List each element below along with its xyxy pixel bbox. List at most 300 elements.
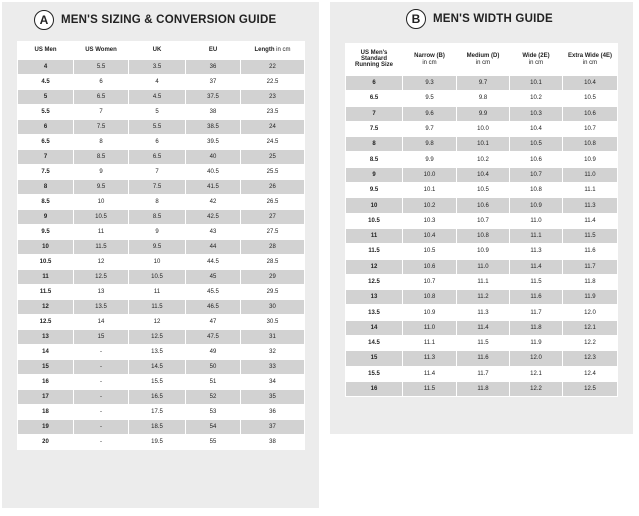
table-cell: 12.5 xyxy=(74,270,129,285)
table-cell: 10.5 xyxy=(18,255,74,270)
table-cell: 18 xyxy=(18,405,74,420)
table-cell: - xyxy=(74,435,129,450)
header-medium xyxy=(457,43,510,76)
table-cell: 31 xyxy=(241,330,305,345)
table-cell: 7 xyxy=(346,106,403,121)
table-row xyxy=(18,390,305,405)
table-cell: 11.5 xyxy=(346,244,403,259)
table-row xyxy=(346,183,618,198)
table-row xyxy=(18,60,305,75)
table-cell: 11.5 xyxy=(457,336,510,351)
table-cell: 12.1 xyxy=(510,366,563,381)
table-cell: 10.2 xyxy=(403,198,457,213)
table-cell: 4 xyxy=(18,60,74,75)
table-cell: 55 xyxy=(186,435,241,450)
header-medium-label: Medium (D) xyxy=(466,52,500,59)
table-cell: 9.5 xyxy=(403,91,457,106)
table-cell: 52 xyxy=(186,390,241,405)
table-cell: 10.2 xyxy=(457,152,510,167)
table-cell: 10.5 xyxy=(74,210,129,225)
table-cell: 10.2 xyxy=(510,91,563,106)
table-cell: 11.8 xyxy=(510,320,563,335)
table-row xyxy=(18,195,305,210)
table-cell: 11.7 xyxy=(457,366,510,381)
table-cell: 11.5 xyxy=(563,228,618,243)
table-cell: 27 xyxy=(241,210,305,225)
table-cell: 11.0 xyxy=(457,259,510,274)
table-cell: 10.1 xyxy=(403,183,457,198)
table-row xyxy=(18,285,305,300)
table-row xyxy=(18,165,305,180)
table-cell: 41.5 xyxy=(186,180,241,195)
table-cell: 30 xyxy=(241,300,305,315)
table-cell: 9 xyxy=(74,165,129,180)
table-cell: 39.5 xyxy=(186,135,241,150)
table-row xyxy=(18,90,305,105)
table-cell: 10.9 xyxy=(563,152,618,167)
table-cell: 11 xyxy=(74,225,129,240)
table-cell: 25 xyxy=(241,150,305,165)
table-cell: 11.1 xyxy=(563,183,618,198)
table-cell: - xyxy=(74,345,129,360)
table-cell: 16 xyxy=(346,381,403,396)
table-cell: - xyxy=(74,390,129,405)
table-cell: 49 xyxy=(186,345,241,360)
table-cell: 9.7 xyxy=(457,76,510,91)
header-running-size-line: Running Size xyxy=(355,62,393,68)
table-cell: 26 xyxy=(241,180,305,195)
header-us-men: US Men xyxy=(18,41,74,60)
table-cell: 5.5 xyxy=(74,60,129,75)
table-cell: 14.5 xyxy=(346,336,403,351)
table-cell: 9 xyxy=(129,225,186,240)
table-cell: 6 xyxy=(346,76,403,91)
table-cell: 9.9 xyxy=(457,106,510,121)
table-cell: 47 xyxy=(186,315,241,330)
table-header-row xyxy=(346,43,618,76)
table-cell: 10 xyxy=(346,198,403,213)
table-cell: - xyxy=(74,420,129,435)
table-cell: 10.7 xyxy=(563,121,618,136)
header-uk: UK xyxy=(129,41,186,60)
table-cell: 27.5 xyxy=(241,225,305,240)
table-cell: 7.5 xyxy=(74,120,129,135)
table-cell: 42.5 xyxy=(186,210,241,225)
table-row xyxy=(346,152,618,167)
table-cell: 10.4 xyxy=(457,167,510,182)
header-running-size-line: Standard xyxy=(360,56,387,62)
table-row xyxy=(18,135,305,150)
table-cell: 11.4 xyxy=(457,320,510,335)
table-cell: 10 xyxy=(129,255,186,270)
table-cell: 11.6 xyxy=(457,351,510,366)
table-cell: 9.8 xyxy=(403,137,457,152)
table-row xyxy=(18,330,305,345)
table-cell: 10.1 xyxy=(457,137,510,152)
table-cell: 30.5 xyxy=(241,315,305,330)
table-cell: 15 xyxy=(346,351,403,366)
table-cell: 11.5 xyxy=(403,381,457,396)
table-cell: 38.5 xyxy=(186,120,241,135)
badge-a: A xyxy=(34,10,54,30)
table-row xyxy=(346,305,618,320)
table-header-row xyxy=(18,41,305,60)
table-cell: 11.2 xyxy=(457,290,510,305)
table-cell: 5.5 xyxy=(129,120,186,135)
table-cell: 4 xyxy=(129,75,186,90)
table-cell: - xyxy=(74,405,129,420)
table-cell: 13 xyxy=(346,290,403,305)
table-cell: 11.0 xyxy=(563,167,618,182)
table-cell: 9.5 xyxy=(346,183,403,198)
table-cell: 11.4 xyxy=(403,366,457,381)
table-cell: 12.1 xyxy=(563,320,618,335)
table-cell: 53 xyxy=(186,405,241,420)
table-row xyxy=(18,240,305,255)
header-wide-unit: in cm xyxy=(528,59,544,66)
table-cell: 24.5 xyxy=(241,135,305,150)
table-cell: 29.5 xyxy=(241,285,305,300)
table-cell: 23 xyxy=(241,90,305,105)
table-cell: 12.0 xyxy=(510,351,563,366)
table-row xyxy=(18,375,305,390)
header-extra-wide-unit: in cm xyxy=(582,59,598,66)
table-cell: 36 xyxy=(186,60,241,75)
sizing-conversion-table xyxy=(17,41,305,450)
table-cell: 9 xyxy=(18,210,74,225)
table-cell: - xyxy=(74,375,129,390)
table-cell: 18.5 xyxy=(129,420,186,435)
table-cell: 17.5 xyxy=(129,405,186,420)
table-cell: 12 xyxy=(74,255,129,270)
table-cell: 11.8 xyxy=(457,381,510,396)
table-cell: 15.5 xyxy=(346,366,403,381)
table-cell: 10.9 xyxy=(403,305,457,320)
table-cell: 25.5 xyxy=(241,165,305,180)
table-cell: 12 xyxy=(129,315,186,330)
table-row xyxy=(18,225,305,240)
table-cell: 37.5 xyxy=(186,90,241,105)
table-cell: 11.9 xyxy=(510,336,563,351)
table-cell: 11.0 xyxy=(403,320,457,335)
table-row xyxy=(346,137,618,152)
width-guide-title xyxy=(406,9,553,29)
table-cell: 14 xyxy=(18,345,74,360)
table-cell: 11.9 xyxy=(563,290,618,305)
table-cell: 11 xyxy=(129,285,186,300)
header-length-label: Length xyxy=(254,47,275,53)
table-cell: 7 xyxy=(74,105,129,120)
table-cell: 19 xyxy=(18,420,74,435)
table-row xyxy=(346,91,618,106)
table-cell: 10.6 xyxy=(457,198,510,213)
table-cell: 16.5 xyxy=(129,390,186,405)
table-row xyxy=(346,336,618,351)
table-cell: 16 xyxy=(18,375,74,390)
header-eu: EU xyxy=(186,41,241,60)
table-row xyxy=(346,244,618,259)
header-running-size-line: US Men's xyxy=(360,50,388,56)
header-wide xyxy=(510,43,563,76)
table-cell: 4.5 xyxy=(129,90,186,105)
table-cell: 32 xyxy=(241,345,305,360)
table-cell: 13.5 xyxy=(129,345,186,360)
table-cell: 10.0 xyxy=(457,121,510,136)
table-cell: 11.3 xyxy=(563,198,618,213)
table-cell: 11.5 xyxy=(18,285,74,300)
table-cell: 7.5 xyxy=(346,121,403,136)
table-cell: 9.9 xyxy=(403,152,457,167)
table-cell: 11 xyxy=(346,228,403,243)
table-cell: 28.5 xyxy=(241,255,305,270)
table-cell: 44 xyxy=(186,240,241,255)
table-cell: 14 xyxy=(74,315,129,330)
table-cell: 6.5 xyxy=(346,91,403,106)
table-cell: 19.5 xyxy=(129,435,186,450)
table-cell: 11.6 xyxy=(510,290,563,305)
table-row xyxy=(346,228,618,243)
table-cell: 12.2 xyxy=(510,381,563,396)
table-cell: 10.5 xyxy=(403,244,457,259)
table-row xyxy=(18,210,305,225)
table-cell: 7.5 xyxy=(129,180,186,195)
header-length xyxy=(241,41,305,60)
table-cell: 9.7 xyxy=(403,121,457,136)
table-cell: 9.3 xyxy=(403,76,457,91)
table-cell: 51 xyxy=(186,375,241,390)
table-cell: 11.6 xyxy=(563,244,618,259)
table-cell: 37 xyxy=(241,420,305,435)
table-cell: 14.5 xyxy=(129,360,186,375)
table-cell: 7 xyxy=(18,150,74,165)
table-cell: 10.8 xyxy=(563,137,618,152)
table-cell: - xyxy=(74,360,129,375)
table-cell: 23.5 xyxy=(241,105,305,120)
table-cell: 10.8 xyxy=(510,183,563,198)
header-us-women: US Women xyxy=(74,41,129,60)
table-cell: 14 xyxy=(346,320,403,335)
table-cell: 10.5 xyxy=(457,183,510,198)
table-cell: 46.5 xyxy=(186,300,241,315)
table-cell: 24 xyxy=(241,120,305,135)
table-cell: 4.5 xyxy=(18,75,74,90)
table-cell: 29 xyxy=(241,270,305,285)
table-cell: 45.5 xyxy=(186,285,241,300)
table-cell: 8.5 xyxy=(346,152,403,167)
header-extra-wide xyxy=(563,43,618,76)
table-cell: 9.5 xyxy=(129,240,186,255)
table-row xyxy=(346,76,618,91)
table-cell: 11.4 xyxy=(563,213,618,228)
table-row xyxy=(346,351,618,366)
table-cell: 11.3 xyxy=(403,351,457,366)
table-row xyxy=(18,420,305,435)
table-cell: 50 xyxy=(186,360,241,375)
table-cell: 11.0 xyxy=(510,213,563,228)
table-cell: 11.3 xyxy=(457,305,510,320)
width-guide-title-text: MEN'S WIDTH GUIDE xyxy=(433,13,553,25)
table-row xyxy=(346,213,618,228)
header-medium-unit: in cm xyxy=(475,59,491,66)
badge-b: B xyxy=(406,9,426,29)
table-cell: 11.1 xyxy=(457,274,510,289)
header-extra-wide-label: Extra Wide (4E) xyxy=(568,52,612,59)
table-cell: 12.2 xyxy=(563,336,618,351)
table-cell: 13 xyxy=(18,330,74,345)
table-cell: 36 xyxy=(241,405,305,420)
table-row xyxy=(18,435,305,450)
table-row xyxy=(18,255,305,270)
table-cell: 10.3 xyxy=(510,106,563,121)
table-row xyxy=(346,274,618,289)
table-cell: 38 xyxy=(186,105,241,120)
table-cell: 13.5 xyxy=(74,300,129,315)
table-row xyxy=(346,106,618,121)
table-cell: 8.5 xyxy=(18,195,74,210)
table-cell: 12.5 xyxy=(18,315,74,330)
table-cell: 10.6 xyxy=(563,106,618,121)
header-wide-label: Wide (2E) xyxy=(522,52,550,59)
table-cell: 17 xyxy=(18,390,74,405)
width-guide-panel xyxy=(330,2,633,434)
table-cell: 6.5 xyxy=(18,135,74,150)
table-row xyxy=(346,167,618,182)
header-narrow xyxy=(403,43,457,76)
table-cell: 22.5 xyxy=(241,75,305,90)
table-cell: 13.5 xyxy=(346,305,403,320)
table-cell: 12.5 xyxy=(129,330,186,345)
table-cell: 10.1 xyxy=(510,76,563,91)
header-narrow-unit: in cm xyxy=(422,59,437,66)
table-row xyxy=(18,360,305,375)
table-cell: 5 xyxy=(18,90,74,105)
table-cell: 10.8 xyxy=(403,290,457,305)
table-cell: 12.3 xyxy=(563,351,618,366)
table-cell: 20 xyxy=(18,435,74,450)
table-cell: 10.6 xyxy=(510,152,563,167)
table-cell: 15 xyxy=(74,330,129,345)
table-cell: 10 xyxy=(74,195,129,210)
table-cell: 34 xyxy=(241,375,305,390)
table-cell: 22 xyxy=(241,60,305,75)
table-cell: 8 xyxy=(18,180,74,195)
sizing-guide-title xyxy=(34,10,276,30)
sizing-guide-title-text: MEN'S SIZING & CONVERSION GUIDE xyxy=(61,14,277,26)
header-narrow-label: Narrow (B) xyxy=(414,52,445,59)
table-cell: 7.5 xyxy=(18,165,74,180)
table-cell: 6 xyxy=(129,135,186,150)
table-row xyxy=(346,198,618,213)
table-cell: 12 xyxy=(18,300,74,315)
width-guide-table xyxy=(345,43,618,397)
table-cell: 40 xyxy=(186,150,241,165)
table-row xyxy=(346,381,618,396)
table-cell: 10.7 xyxy=(403,274,457,289)
table-row xyxy=(18,315,305,330)
table-cell: 10.9 xyxy=(457,244,510,259)
table-cell: 54 xyxy=(186,420,241,435)
table-cell: 10.7 xyxy=(457,213,510,228)
table-cell: 8 xyxy=(129,195,186,210)
table-cell: 11.7 xyxy=(563,259,618,274)
table-row xyxy=(346,121,618,136)
table-cell: 5.5 xyxy=(18,105,74,120)
table-cell: 6.5 xyxy=(74,90,129,105)
table-cell: 44.5 xyxy=(186,255,241,270)
table-cell: 9.8 xyxy=(457,91,510,106)
table-cell: 11 xyxy=(18,270,74,285)
table-cell: 43 xyxy=(186,225,241,240)
sizing-guide-panel xyxy=(2,2,319,508)
table-cell: 11.7 xyxy=(510,305,563,320)
table-cell: 10.5 xyxy=(510,137,563,152)
table-cell: 45 xyxy=(186,270,241,285)
table-cell: 38 xyxy=(241,435,305,450)
table-row xyxy=(18,75,305,90)
table-cell: 10.4 xyxy=(403,228,457,243)
table-row xyxy=(18,405,305,420)
table-cell: 9.5 xyxy=(74,180,129,195)
table-cell: 37 xyxy=(186,75,241,90)
table-cell: 11.4 xyxy=(510,259,563,274)
table-cell: 10.7 xyxy=(510,167,563,182)
table-cell: 11.1 xyxy=(403,336,457,351)
table-cell: 11.1 xyxy=(510,228,563,243)
table-cell: 26.5 xyxy=(241,195,305,210)
table-cell: 40.5 xyxy=(186,165,241,180)
table-cell: 9 xyxy=(346,167,403,182)
table-cell: 10.9 xyxy=(510,198,563,213)
header-length-unit: in cm xyxy=(276,47,291,53)
table-row xyxy=(18,150,305,165)
table-cell: 13 xyxy=(74,285,129,300)
table-cell: 10.3 xyxy=(403,213,457,228)
table-row xyxy=(346,320,618,335)
table-cell: 12.5 xyxy=(563,381,618,396)
table-row xyxy=(18,270,305,285)
table-cell: 6 xyxy=(18,120,74,135)
table-cell: 9.6 xyxy=(403,106,457,121)
table-cell: 12.4 xyxy=(563,366,618,381)
table-cell: 10.8 xyxy=(457,228,510,243)
table-cell: 28 xyxy=(241,240,305,255)
table-cell: 11.8 xyxy=(563,274,618,289)
table-cell: 35 xyxy=(241,390,305,405)
table-cell: 8 xyxy=(346,137,403,152)
table-cell: 10.5 xyxy=(563,91,618,106)
table-row xyxy=(346,290,618,305)
table-cell: 12.5 xyxy=(346,274,403,289)
table-cell: 47.5 xyxy=(186,330,241,345)
table-cell: 15.5 xyxy=(129,375,186,390)
table-cell: 11.3 xyxy=(510,244,563,259)
table-cell: 6 xyxy=(74,75,129,90)
table-cell: 10.5 xyxy=(129,270,186,285)
header-running-size xyxy=(346,43,403,76)
table-cell: 3.5 xyxy=(129,60,186,75)
table-row xyxy=(18,105,305,120)
table-cell: 10.4 xyxy=(510,121,563,136)
table-cell: 10.5 xyxy=(346,213,403,228)
table-row xyxy=(18,180,305,195)
table-row xyxy=(18,345,305,360)
table-row xyxy=(18,300,305,315)
table-cell: 33 xyxy=(241,360,305,375)
table-cell: 10 xyxy=(18,240,74,255)
table-cell: 10.6 xyxy=(403,259,457,274)
table-cell: 7 xyxy=(129,165,186,180)
table-cell: 8.5 xyxy=(129,210,186,225)
